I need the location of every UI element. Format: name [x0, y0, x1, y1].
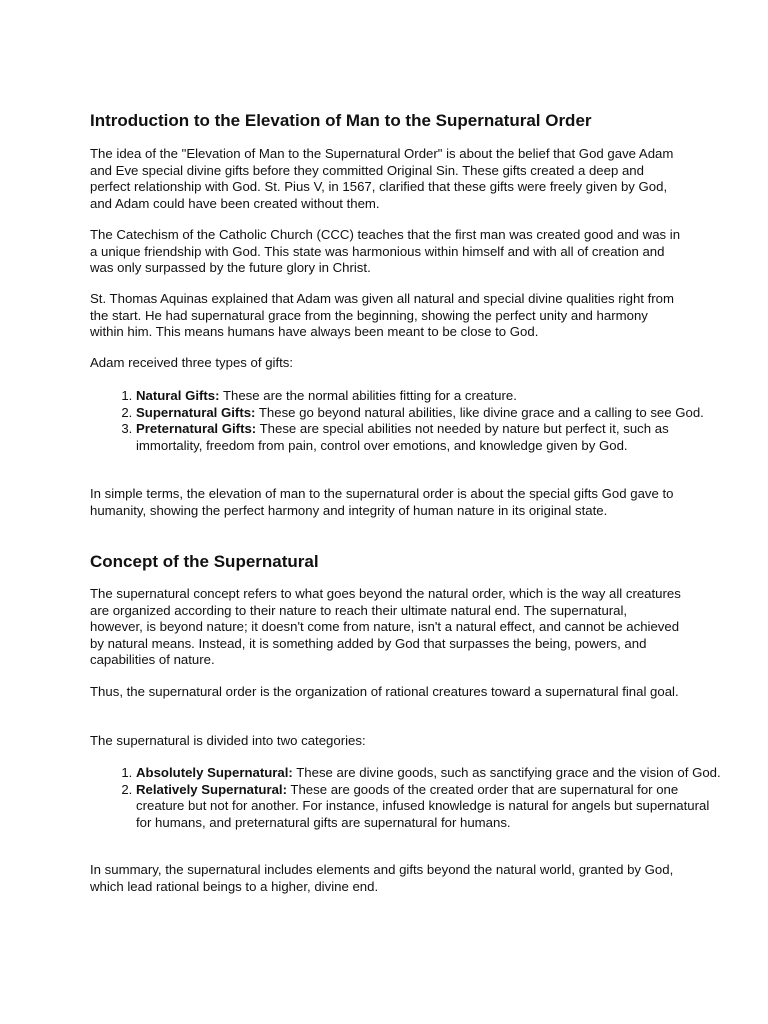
- list-item: [136, 782, 728, 832]
- paragraph: In summary, the supernatural includes elements and gifts beyond the natural world, granted by God, which lead rational beings to a higher, divine end.: [90, 862, 674, 894]
- paragraph: The supernatural concept refers to what goes beyond the natural order, which is the way all creatures are organized according to their nature to reach their ultimate natural end. The supernatural, however, is beyond nature; it doesn't come from nature, isn't a natural effect, and cannot be achieved by natural means. Instead, it is something added by God that surpasses the being, powers, and capabilities of nature.: [90, 586, 681, 668]
- list-item-text: These go beyond natural abilities, like divine grace and a calling to see God.: [255, 404, 704, 420]
- paragraph: In simple terms, the elevation of man to the supernatural order is about the special gifts God gave to humanity, showing the perfect harmony and integrity of human nature in its original state.: [90, 486, 674, 518]
- paragraph: The supernatural is divided into two categories:: [90, 733, 366, 748]
- paragraph: Thus, the supernatural order is the organization of rational creatures toward a supernatural final goal.: [90, 684, 679, 699]
- list-item-term: Absolutely Supernatural:: [136, 765, 293, 780]
- list-item: [136, 421, 728, 454]
- list-item: [136, 388, 728, 405]
- section-heading-introduction: Introduction to the Elevation of Man to the Supernatural Order: [90, 111, 592, 130]
- list-item: [136, 765, 728, 782]
- list-item-term: Relatively Supernatural:: [136, 781, 287, 797]
- list-item-text: These are special abilities not needed by nature but perfect it, such as immortality, freedom from pain, control over emotions, and knowledge given by God.: [136, 421, 669, 453]
- list-item-term: Natural Gifts:: [136, 388, 220, 403]
- list-item-term: Preternatural Gifts:: [136, 421, 257, 437]
- list-item-term: Supernatural Gifts:: [136, 404, 256, 420]
- list-item-text: These are the normal abilities fitting for a creature.: [219, 388, 517, 403]
- paragraph: Adam received three types of gifts:: [90, 355, 294, 370]
- paragraph: The Catechism of the Catholic Church (CCC) teaches that the first man was created good and was in a unique friendship with God. This state was harmonious within himself and with all of creation and was only surpassed by the future glory in Christ.: [90, 227, 681, 276]
- list-item-text: These are divine goods, such as sanctifying grace and the vision of God.: [292, 765, 721, 780]
- list-item-text: These are goods of the created order that are supernatural for one creature but not for another. For instance, infused knowledge is natural for angels but supernatural for humans, and preternatural gifts are supernatural for humans.: [136, 781, 710, 830]
- list-item: [136, 405, 728, 422]
- categories-list: [90, 765, 728, 831]
- section-heading-concept: Concept of the Supernatural: [90, 552, 319, 571]
- paragraph: St. Thomas Aquinas explained that Adam was given all natural and special divine qualities right from the start. He had supernatural grace from the beginning, showing the perfect unity and harmony within him. This means humans have always been meant to be close to God.: [90, 291, 675, 340]
- gifts-list: [90, 388, 728, 454]
- paragraph: The idea of the "Elevation of Man to the Supernatural Order" is about the belief that God gave Adam and Eve special divine gifts before they committed Original Sin. These gifts created a deep and perfect relationship with God. St. Pius V, in 1567, clarified that these gifts were freely given by God, and Adam could have been created without them.: [90, 146, 674, 211]
